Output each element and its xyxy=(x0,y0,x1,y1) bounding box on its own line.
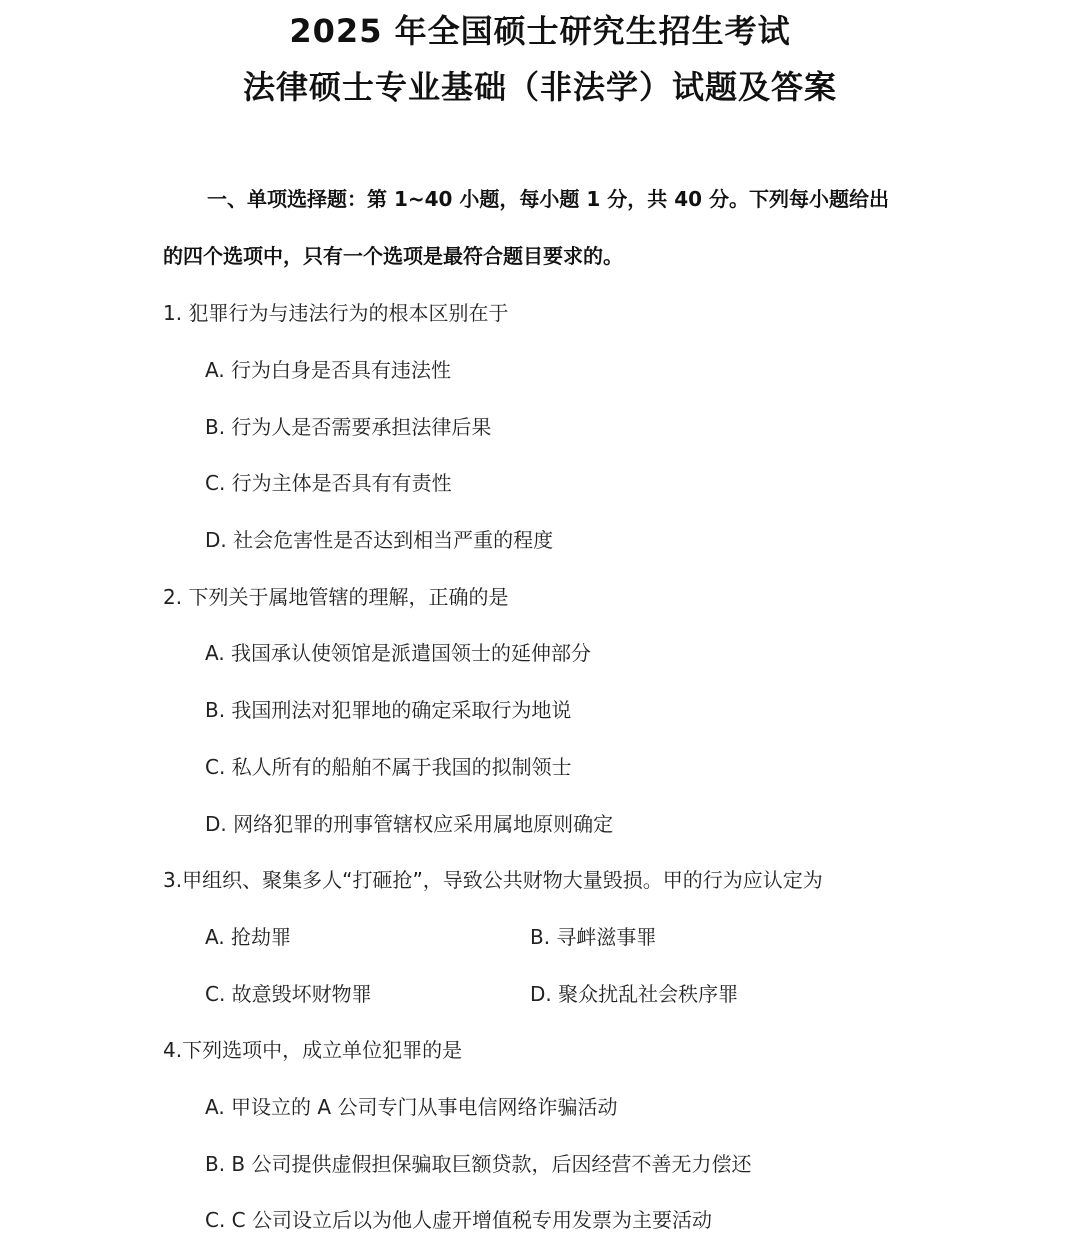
question-1-option-d: D. 社会危害性是否达到相当严重的程度 xyxy=(205,528,554,552)
question-1-option-b: B. 行为人是否需要承担法律后果 xyxy=(205,415,492,439)
question-4-option-a: A. 甲设立的 A 公司专门从事电信网络诈骗活动 xyxy=(205,1095,618,1119)
section-instructions-line2: 的四个选项中，只有一个选项是最符合题目要求的。 xyxy=(163,244,623,268)
question-2-option-d: D. 网络犯罪的刑事管辖权应采用属地原则确定 xyxy=(205,812,614,836)
question-2-option-c: C. 私人所有的船舶不属于我国的拟制领士 xyxy=(205,755,572,779)
question-1-option-c: C. 行为主体是否具有有责性 xyxy=(205,471,452,495)
question-3-stem: 3.甲组织、聚集多人“打砸抢”，导致公共财物大量毁损。甲的行为应认定为 xyxy=(163,868,823,892)
question-3-option-c: C. 故意毁坏财物罪 xyxy=(205,982,372,1006)
question-1-option-a: A. 行为白身是否具有违法性 xyxy=(205,358,452,382)
question-4-stem: 4.下列选项中，成立单位犯罪的是 xyxy=(163,1038,463,1062)
section-instructions-line1: 一、单项选择题：第 1~40 小题，每小题 1 分，共 40 分。下列每小题给出 xyxy=(207,187,890,211)
question-3-option-a: A. 抢劫罪 xyxy=(205,925,292,949)
question-2-option-b: B. 我国刑法对犯罪地的确定采取行为地说 xyxy=(205,698,572,722)
question-4-option-c: C. C 公司设立后以为他人虚开增值税专用发票为主要活动 xyxy=(205,1208,713,1232)
question-3-option-d: D. 聚众扰乱社会秩序罪 xyxy=(530,982,739,1006)
exam-title: 2025 年全国硕士研究生招生考试 xyxy=(289,12,791,50)
question-4-option-b: B. B 公司提供虚假担保骗取巨额贷款，后因经营不善无力偿还 xyxy=(205,1152,752,1176)
question-2-stem: 2. 下列关于属地管辖的理解，正确的是 xyxy=(163,585,509,609)
question-1-stem: 1. 犯罪行为与违法行为的根本区别在于 xyxy=(163,301,509,325)
question-2-option-a: A. 我国承认使领馆是派遣国领士的延伸部分 xyxy=(205,641,592,665)
question-3-option-b: B. 寻衅滋事罪 xyxy=(530,925,657,949)
exam-subtitle: 法律硕士专业基础（非法学）试题及答案 xyxy=(242,68,837,106)
